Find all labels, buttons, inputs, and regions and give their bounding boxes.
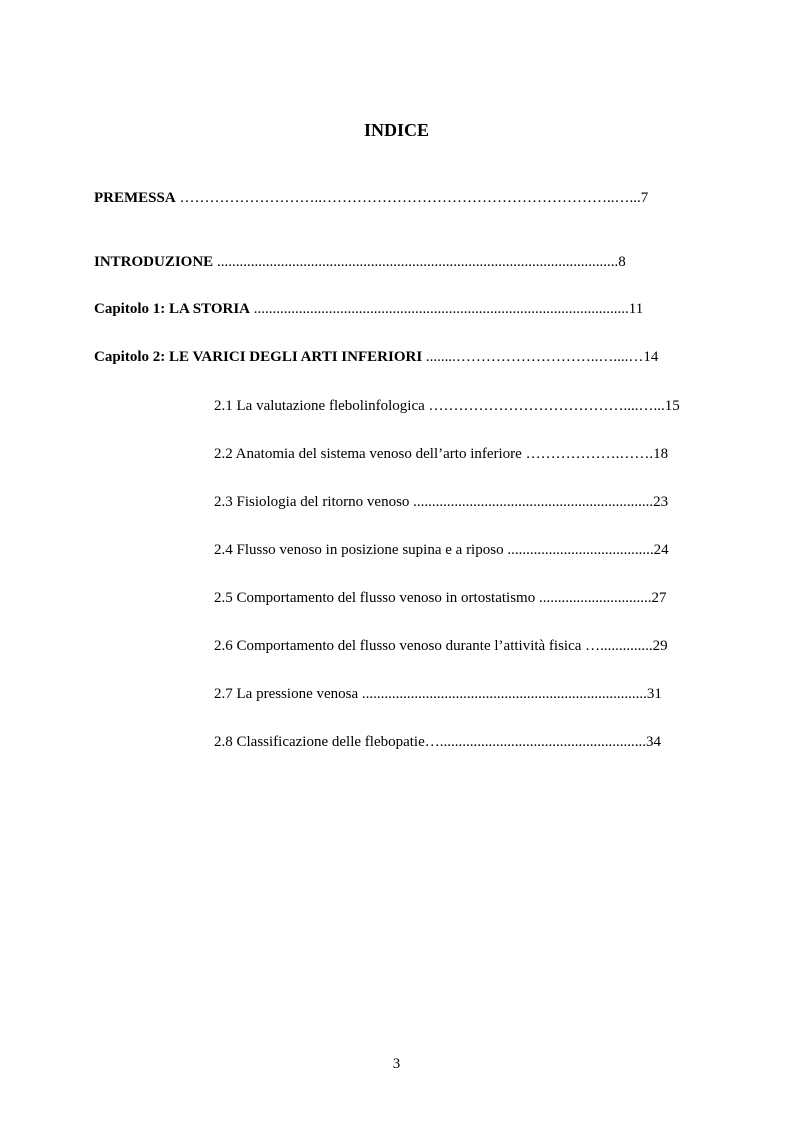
toc-entry-leader: .............................. xyxy=(535,590,652,606)
toc-entry-leader: ............................................................................ xyxy=(358,686,647,702)
toc-entry-leader: ……………….……. xyxy=(521,446,654,462)
toc-entry-page: 27 xyxy=(651,590,667,606)
toc-entry-title: 2.6 Comportamento del flusso venoso durante l’attività fisica xyxy=(214,638,582,654)
page-number: 3 xyxy=(392,1056,401,1072)
toc-entry-title: 2.3 Fisiologia del ritorno venoso xyxy=(214,494,410,510)
toc-entry-2-1 xyxy=(214,396,680,416)
toc-entry-page: 8 xyxy=(618,254,626,270)
toc-entry-page: 18 xyxy=(653,446,669,462)
toc-entry-leader: ………………………..…………………………………………………..…... xyxy=(175,190,641,206)
toc-entry-2-4 xyxy=(214,540,669,560)
toc-entry-2-6 xyxy=(214,636,668,656)
toc-entry-premessa xyxy=(94,188,648,208)
toc-entry-title: 2.1 La valutazione flebolinfologica xyxy=(214,398,425,414)
toc-entry-page: 31 xyxy=(646,686,662,702)
toc-entry-leader: ........………………………..…....… xyxy=(422,349,644,365)
toc-entry-title: Capitolo 1: LA STORIA xyxy=(94,301,251,317)
toc-entry-page: 7 xyxy=(640,190,649,206)
toc-entry-title: 2.7 La pressione venosa xyxy=(214,686,359,702)
toc-entry-2-3 xyxy=(214,492,668,512)
toc-entry-page: 23 xyxy=(653,494,669,510)
page-title: INDICE xyxy=(363,120,429,140)
toc-entry-2-5 xyxy=(214,588,666,608)
toc-entry-leader: …………………………………....…... xyxy=(424,398,665,414)
toc-entry-leader: …....................................................... xyxy=(424,734,647,750)
toc-entry-leader: ........................................................................................................... xyxy=(213,254,619,270)
toc-entry-title: 2.5 Comportamento del flusso venoso in ortostatismo xyxy=(214,590,536,606)
toc-entry-capitolo-2 xyxy=(94,347,658,367)
toc-entry-title: INTRODUZIONE xyxy=(94,254,214,270)
toc-entry-leader: .................................................................................................... xyxy=(250,301,629,317)
toc-entry-page: 15 xyxy=(664,398,680,414)
toc-entry-page: 34 xyxy=(646,734,662,750)
toc-entry-page: 11 xyxy=(628,301,644,317)
toc-entry-leader: ................................................................ xyxy=(409,494,654,510)
toc-entry-title: Capitolo 2: LE VARICI DEGLI ARTI INFERIORI xyxy=(94,349,423,365)
toc-entry-title: 2.2 Anatomia del sistema venoso dell’arto inferiore xyxy=(214,446,522,462)
toc-entry-introduzione xyxy=(94,252,626,272)
toc-entry-capitolo-1 xyxy=(94,299,643,319)
toc-entry-page: 24 xyxy=(653,542,669,558)
toc-entry-title: 2.4 Flusso venoso in posizione supina e a riposo xyxy=(214,542,504,558)
toc-entry-2-7 xyxy=(214,684,662,704)
toc-entry-2-8 xyxy=(214,732,661,752)
toc-entry-2-2 xyxy=(214,444,668,464)
toc-entry-page: 14 xyxy=(643,349,659,365)
toc-entry-leader: ….............. xyxy=(581,638,653,654)
toc-entry-leader: ....................................... xyxy=(503,542,654,558)
toc-entry-title: 2.8 Classificazione delle flebopatie xyxy=(214,734,425,750)
toc-entry-page: 29 xyxy=(652,638,668,654)
toc-entry-title: PREMESSA xyxy=(94,190,176,206)
